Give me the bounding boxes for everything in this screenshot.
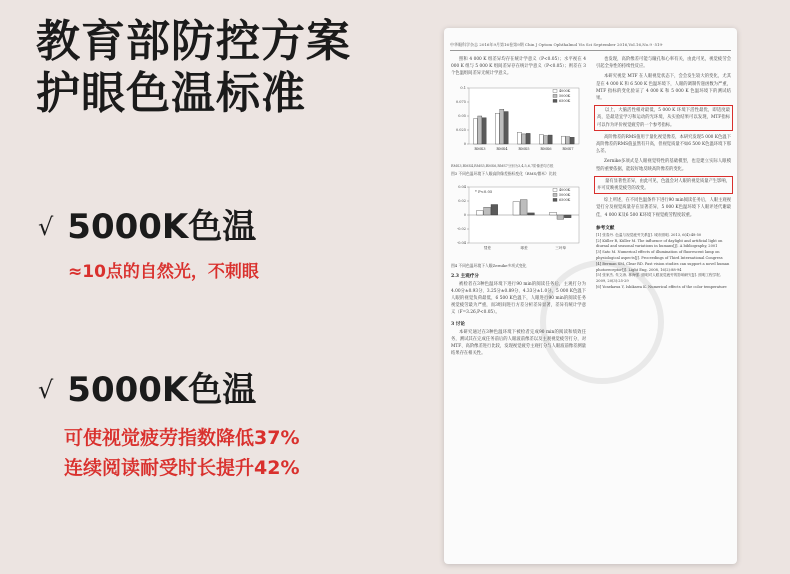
figure-3-note: RMS3,RMS4,RMS5,RMS6,RMS7分别为3,4,5,6,7阶像差均方根 [451, 163, 554, 168]
bar [570, 137, 574, 144]
reference-item: [4] Berman SM, Clear RD. Past vision studies can support a novel human photoreceptor[J]. Light Eng, 2008, 16(2):88-94 [596, 261, 730, 272]
chart-annotation: * P<0.05 [475, 188, 493, 194]
bar [484, 207, 491, 215]
legend-label: 6500K [559, 98, 571, 103]
bar [528, 213, 535, 215]
feature-label: 5000K色温 [67, 207, 257, 247]
x-tick-label: 球差 [520, 245, 528, 250]
legend-label: 4000K [559, 187, 571, 192]
bar [482, 117, 486, 143]
bar [557, 215, 564, 219]
y-tick-label: -0.02 [457, 226, 466, 231]
x-tick-label: 彗差 [483, 245, 491, 250]
bar [476, 210, 483, 214]
x-tick-label: RMS7 [562, 146, 574, 151]
bar [544, 135, 548, 143]
x-tick-label: RMS6 [540, 146, 552, 151]
bar [550, 212, 557, 215]
bar [478, 116, 482, 144]
figure-3-caption: 图3 不同色温环境下人眼高阶像差指标变化（RMS/微米）比较 [451, 170, 557, 176]
legend-swatch [553, 193, 557, 196]
y-tick-label: 0.025 [455, 127, 466, 132]
legend-label: 5000K [559, 192, 571, 197]
bar [517, 132, 521, 144]
legend-label: 6500K [559, 197, 571, 202]
check-icon: √ [38, 213, 54, 241]
y-tick-label: -0.04 [457, 240, 466, 245]
bar [520, 199, 527, 214]
y-tick-label: 0 [463, 212, 466, 217]
highlighted-finding-1: 以上，大脑活性相对最低，5 000 K 环境下活性最优，即适度最高，是最适宜学习和运动的光环境，从实验结果可以发现，MTF指标可以作为评价视觉疲劳的一个参考指标。 [594, 105, 733, 131]
feature-detail: ≈10点的自然光，不刺眼 [68, 262, 259, 282]
bar [548, 135, 552, 144]
feature-point-2 [38, 362, 256, 411]
figure-3-svg [451, 82, 586, 158]
bar [526, 133, 530, 144]
bar [566, 136, 570, 143]
section-3-heading: 3 讨论 [451, 321, 465, 327]
y-tick-label: 0.1 [460, 85, 466, 90]
x-tick-label: 三叶草 [555, 245, 567, 250]
reference-item: [3] Sato M. Numerical effects of illumination of fluorescent lamp on physiological aspects[J]. Proceedings of Third International Congress [596, 250, 723, 261]
paper-left-column [451, 56, 586, 360]
y-tick-label: 0.05 [458, 113, 466, 118]
bar [522, 134, 526, 144]
check-icon: √ [38, 376, 54, 404]
legend-swatch [553, 89, 557, 92]
figure-4-chart [451, 181, 586, 261]
paper-right-column [596, 56, 731, 291]
body-paragraph: 高阶像差的RMS值用于量化视觉像差，本研究发现5 000 K色温下高阶像差的RMS值虽然有升高，但视觉质量不如6 500 K色温环境下那么差。 [596, 134, 731, 155]
body-paragraph: 综上所述，在不同色温条件下进行90 min阅读任务后，人眼主观视觉打分及视觉质量存在显著差异，5 000 K色温环境下人眼评述代谢最佳，4 000 K及6 500 K环境下视觉疲劳程度较重。 [596, 198, 731, 218]
research-paper-page [444, 28, 737, 564]
bar [500, 109, 504, 144]
journal-header: 中华眼科学杂志 2016年9月第16卷第9期 Chin J Optom Ophthalmol Vis Sci September 2016,Vol.16,No.9 ·519· [450, 42, 731, 51]
bar [495, 113, 499, 144]
legend-label: 5000K [559, 93, 571, 98]
feature-detail-endurance: 连续阅读耐受时长提升42% [64, 457, 300, 479]
legend-swatch [553, 198, 557, 201]
body-paragraph: 本研究通过在3种色温环境下被检者完成90 min的阅读和绩效任务，测试其在完成任务前后的人眼波前像差以及主观视觉疲劳打分，对MTF、高阶像差进行比较，发现视觉疲劳主观打分与人眼波前像差测量结果存在相关性。 [451, 329, 586, 357]
highlighted-finding-2: 量有显著性差异，由此可见，色温会对人眼的视觉质量产生影响，并可反映视觉疲劳的改变。 [594, 176, 733, 194]
body-paragraph: 本研究视觉 MTF 在人眼视觉状态下，会会发生较大的变化，尤其是在 4 000 K 和 6 500 K 色温环境下，人眼的调制传递函数为严重，MTF 指标的变化验证了 4 000 K 和 5 000 K 色温环境下的测试结果。 [596, 74, 731, 102]
legend-swatch [553, 94, 557, 97]
bar [513, 201, 520, 214]
bar [473, 118, 477, 143]
reference-item: [1] 张春丹. 色温与视觉疲劳关系[J]. 城市照明, 2013, 6(4):48-50 [596, 232, 702, 237]
legend-swatch [553, 99, 557, 102]
references-heading: 参考文献 [596, 225, 615, 231]
bar [561, 136, 565, 144]
reference-item: [6] Yonekawa Y, Ishikawa K. Numerical effects of the color temperature [596, 285, 727, 290]
reference-item: [2] Küller R, Küller M. The influence of daylight and artificial light on diurnal and seasonal variations in humans[J]. A bibliography, 2001 [596, 238, 723, 249]
bar [504, 111, 508, 143]
figure-3-chart [451, 82, 586, 162]
body-paragraph: Zernike多项式是人眼视觉特性的基础模型，也是建立实际人眼模型的重要依据，能较好地反映高阶像差的变化。 [596, 159, 731, 172]
x-tick-label: RMS4 [496, 146, 508, 151]
y-tick-label: 0 [463, 141, 466, 146]
figure-4-svg [451, 181, 586, 257]
feature-label: 5000K色温 [67, 370, 257, 410]
body-paragraph: 被检者在3种色温环境下进行90 min的阅读任务后，主观打分为4.00分±0.93分、3.25分±0.89分、4.33分±1.0分。5 000 K色温下人眼的视觉负荷最低，6 500 K色温下，人眼进行90 min的阅读任务视觉疲劳最为严重，而3组间进行方差分析差异显著，差异有统计学意义（F=3.26,P<0.05）。 [451, 281, 586, 316]
section-2-3-heading: 2.3 主观疗分 [451, 273, 479, 279]
headline-line-2: 护眼色温标准 [36, 68, 306, 119]
x-tick-label: RMS3 [474, 146, 486, 151]
reference-item: [5] 张家杰, 朱文涛, 林海强. 照明对人眼视觉疲劳的影响研究[J]. 照明工程学报, 2009, 20(3):25-29 [596, 273, 721, 284]
y-tick-label: 0.075 [455, 99, 466, 104]
bar [564, 215, 571, 218]
bar [539, 134, 543, 144]
y-tick-label: 0.04 [458, 184, 466, 189]
headline-line-1: 教育部防控方案 [36, 16, 351, 67]
legend-swatch [553, 188, 557, 191]
figure-4-caption: 图4 不同色温环境下人眼Zernike多项式变化 [451, 262, 527, 268]
bar [491, 204, 498, 215]
y-tick-label: 0.02 [458, 198, 466, 203]
body-paragraph: 也发现，高阶像差可能与瞳孔和心率有关，由此可见，视觉疲劳会引起全身性的持续性反应。 [596, 57, 731, 70]
x-tick-label: RMS5 [518, 146, 530, 151]
legend-label: 4000K [559, 88, 571, 93]
feature-detail-fatigue: 可使视觉疲劳指数降低37% [64, 427, 300, 449]
feature-point-1 [38, 199, 256, 248]
body-paragraph: 照和 4 000 K 组差异均存在统计学意义（P<0.05）；水平视在 4 000 K 组与 5 000 K 组间差异存在统计学意义（P<0.05）；则差在 3 个色温组间差异无统计学意义。 [451, 57, 586, 77]
